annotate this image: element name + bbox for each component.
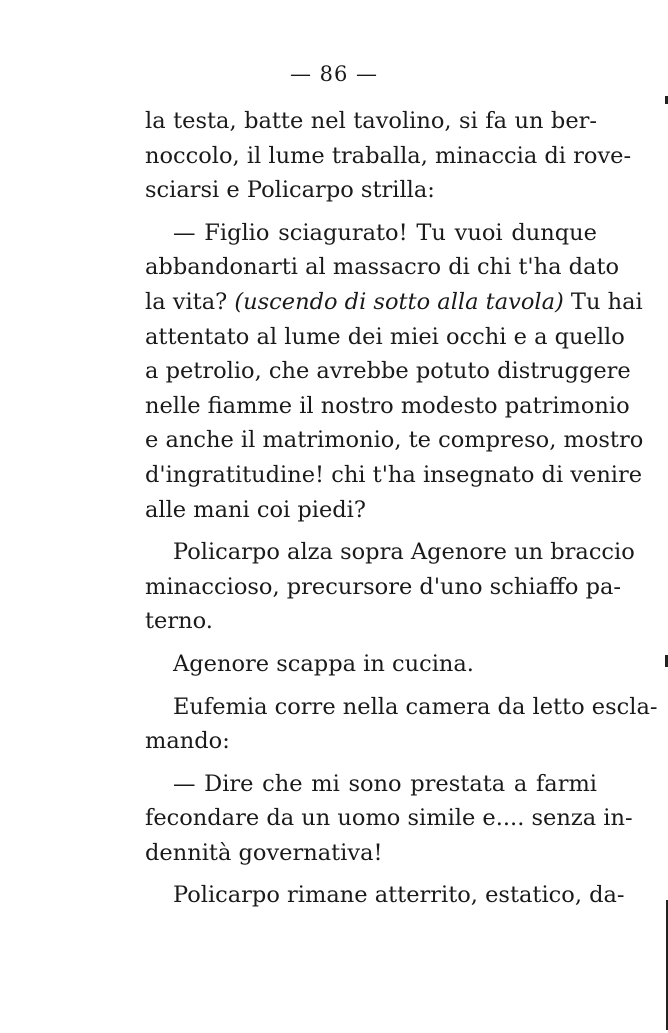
- text-line: Policarpo rimane atterrito, estatico, da-: [173, 882, 625, 909]
- text-segment: la vita?: [145, 288, 235, 315]
- text-line: alle mani coi piedi?: [145, 496, 366, 523]
- text-line: sciarsi e Policarpo strilla:: [145, 177, 435, 204]
- text-line: fecondare da un uomo simile e.... senza in-: [145, 805, 633, 832]
- text-line: [145, 285, 643, 320]
- text-line: terno.: [145, 608, 213, 635]
- text-line: abbandonarti al massacro di chi t'ha dato: [145, 254, 620, 281]
- text-line: noccolo, il lume traballa, minaccia di rove-: [145, 142, 632, 169]
- page-number: — 86 —: [289, 62, 379, 86]
- text-line: — Figlio sciagurato! Tu vuoi dunque: [173, 219, 597, 246]
- text-line: attentato al lume dei miei occhi e a quello: [145, 323, 625, 350]
- text-line: minaccioso, precursore d'uno schiaffo pa-: [145, 573, 622, 600]
- stage-direction: (uscendo di sotto alla tavola): [234, 288, 564, 315]
- text-line: la testa, batte nel tavolino, si fa un ber-: [145, 108, 597, 134]
- text-line: nelle fiamme il nostro modesto patrimonio: [145, 392, 630, 419]
- text-line: d'ingratitudine! chi t'ha insegnato di venire: [145, 461, 643, 488]
- text-line: Eufemia corre nella camera da letto escla-: [173, 693, 658, 720]
- text-line: e anche il matrimonio, te compreso, mostro: [145, 427, 644, 454]
- text-line: Policarpo alza sopra Agenore un braccio: [173, 539, 635, 566]
- text-segment: Tu hai: [563, 288, 643, 315]
- text-line: Agenore scappa in cucina.: [173, 650, 474, 677]
- text-line: dennità governativa!: [145, 839, 383, 866]
- body-text: [145, 104, 658, 913]
- text-line: — Dire che mi sono prestata a farmi: [173, 770, 597, 797]
- text-line: a petrolio, che avrebbe potuto distruggere: [145, 358, 631, 385]
- text-line: mando:: [145, 728, 230, 755]
